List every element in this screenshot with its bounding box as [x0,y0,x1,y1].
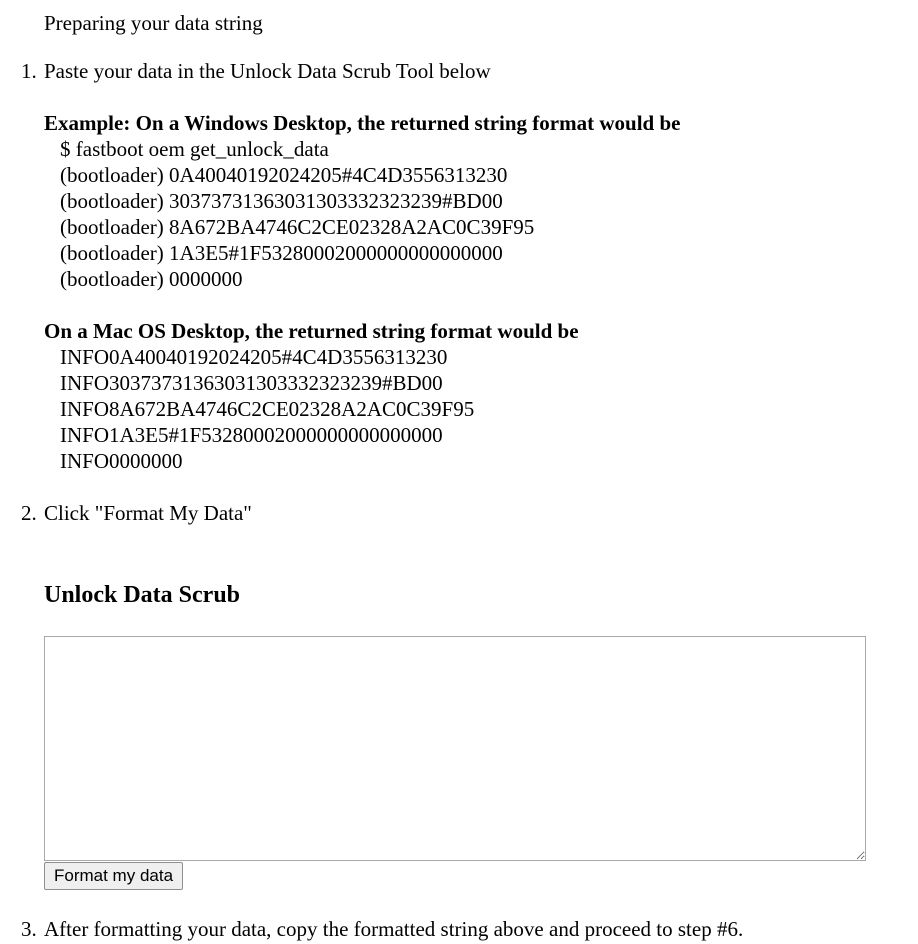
mac-line: INFO0A40040192024205#4C4D3556313230 [60,345,448,369]
unlock-data-textarea[interactable] [44,636,866,861]
windows-example [44,110,904,292]
windows-line: $ fastboot oem get_unlock_data [60,137,329,161]
windows-line: (bootloader) 0A40040192024205#4C4D3556313230 [60,163,508,187]
mac-example-lines [44,344,904,474]
windows-line: (bootloader) 30373731363031303332323239#BD00 [60,189,503,213]
mac-example [44,318,904,474]
step-number: 3. [21,917,37,941]
step-number: 1. [21,59,37,83]
unlock-data-scrub-tool [44,580,904,890]
mac-line: INFO30373731363031303332323239#BD00 [60,371,443,395]
windows-line: (bootloader) 8A672BA4746C2CE02328A2AC0C39F95 [60,215,535,239]
mac-example-heading: On a Mac OS Desktop, the returned string format would be [44,319,579,343]
step-number: 2. [21,501,37,525]
windows-line: (bootloader) 1A3E5#1F53280002000000000000000 [60,241,503,265]
step-1 [21,58,904,474]
step-3 [21,916,904,942]
mac-line: INFO0000000 [60,449,183,473]
windows-example-heading: Example: On a Windows Desktop, the returned string format would be [44,111,681,135]
step-text: After formatting your data, copy the formatted string above and proceed to step #6. [44,917,744,941]
mac-line: INFO8A672BA4746C2CE02328A2AC0C39F95 [60,397,475,421]
windows-line: (bootloader) 0000000 [60,267,243,291]
windows-example-lines [44,136,904,292]
intro-text: Preparing your data string [44,11,263,35]
step-2 [21,500,904,890]
mac-line: INFO1A3E5#1F53280002000000000000000 [60,423,443,447]
format-my-data-button[interactable]: Format my data [44,862,183,890]
instruction-steps [21,58,904,942]
step-text: Paste your data in the Unlock Data Scrub Tool below [44,59,491,83]
step-text: Click "Format My Data" [44,501,252,525]
tool-title: Unlock Data Scrub [44,582,241,608]
